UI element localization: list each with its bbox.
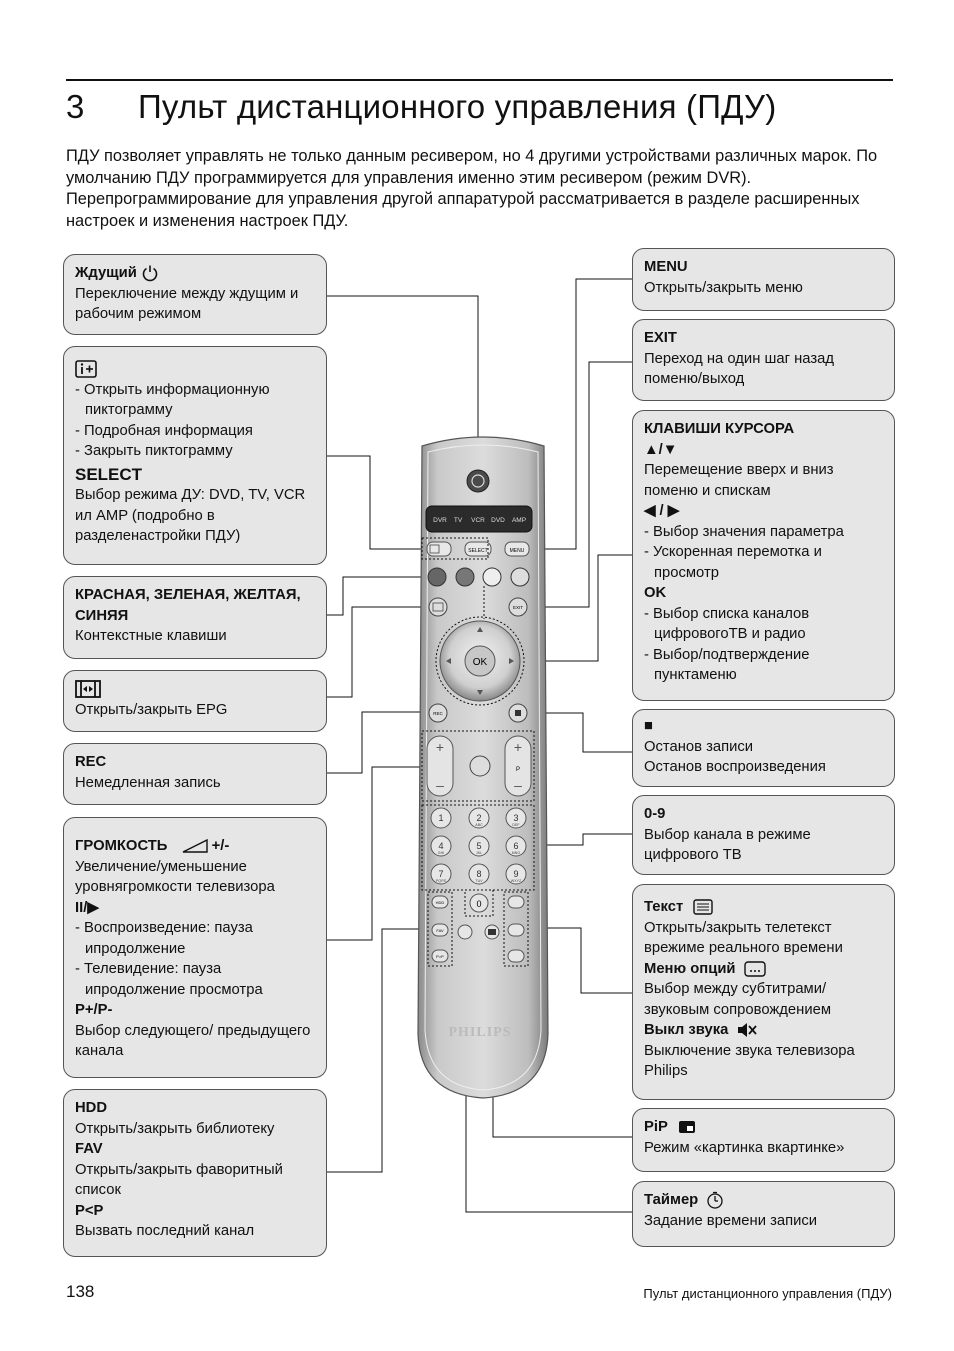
digit-1: 1	[438, 813, 444, 823]
p-text: Выбор следующего/ предыдущего канала	[75, 1022, 311, 1059]
info-item: - Подробная информация	[75, 421, 315, 442]
hdd-key-label: HDD	[435, 900, 445, 905]
ok-item: - Выбор списка каналов цифровогоТВ и радио	[644, 604, 883, 645]
standby-text: Переключение между ждущим и рабочим режимом	[75, 285, 299, 322]
select-title: SELECT	[75, 464, 143, 484]
mode-vcr: VCR	[471, 517, 485, 524]
mode-amp: AMP	[511, 517, 527, 524]
volume-suffix: +/-	[211, 838, 230, 854]
digits-box	[632, 795, 895, 875]
pip-box	[632, 1108, 895, 1172]
mute-title: Выкл звука	[644, 1022, 729, 1038]
standby-box	[63, 254, 327, 335]
digits-title: 0-9	[644, 806, 666, 822]
ok-title: OK	[644, 585, 667, 601]
timer-icon	[706, 1191, 724, 1209]
exit-title: EXIT	[644, 330, 677, 346]
hdd-text: Открыть/закрыть библиотеку	[75, 1120, 275, 1137]
mute-icon	[737, 1022, 757, 1038]
info-item: - Открыть информационную пиктограмму	[75, 380, 315, 421]
menu-text: Открыть/закрыть меню	[644, 279, 803, 296]
digit-sub-4: GHI	[437, 851, 445, 855]
digit-7: 7	[438, 869, 444, 879]
updown-arrows: ▲/▼	[644, 441, 678, 458]
p-title: P+/P-	[75, 1002, 113, 1018]
footer-text: Пульт дистанционного управления (ПДУ)	[643, 1286, 892, 1301]
rec-box	[63, 743, 327, 805]
svg-text:–: –	[436, 777, 444, 793]
select-text: Выбор режима ДУ: DVD, TV, VCR ил AMP (подробно в разделенастройки ПДУ)	[75, 487, 306, 544]
play-pause-item: - Воспроизведение: пауза ипродолжение	[75, 918, 315, 959]
brand-logo: PHILIPS	[448, 1025, 512, 1040]
standby-title: Ждущий	[75, 265, 137, 281]
pip-title: PiP	[644, 1119, 668, 1135]
leftright-list	[644, 522, 883, 584]
select-key-label: SELECT	[468, 548, 488, 554]
rec-key-label: REC	[433, 711, 443, 716]
svg-text:+: +	[435, 739, 445, 755]
info-list	[75, 380, 315, 462]
epg-box	[63, 670, 327, 732]
digit-sub-7: PQRS	[435, 879, 447, 883]
pp-text: Вызвать последний канал	[75, 1223, 255, 1239]
volume-title: ГРОМКОСТЬ	[75, 838, 168, 854]
leftright-arrows: ◀ / ▶	[644, 503, 680, 519]
svg-text:–: –	[514, 777, 522, 793]
rec-title: REC	[75, 754, 107, 770]
exit-key-label: EXIT	[512, 605, 524, 610]
remote-control	[408, 434, 558, 1100]
updown-text: Перемещение вверх и вниз поменю и спискам	[644, 462, 834, 499]
digit-9: 9	[513, 869, 519, 879]
timer-title: Таймер	[644, 1192, 699, 1208]
mode-tv: TV	[453, 517, 463, 524]
digit-8: 8	[476, 869, 482, 879]
volume-text: Увеличение/уменьшение уровнягромкости телевизора	[75, 858, 275, 895]
epg-text: Открыть/закрыть EPG	[75, 701, 228, 718]
exit-box	[632, 319, 895, 401]
fav-key-label: FAV	[436, 928, 444, 933]
digits-text: Выбор канала в режиме цифрового ТВ	[644, 826, 811, 863]
volume-icon	[182, 839, 208, 853]
info-item: - Закрыть пиктограмму	[75, 441, 315, 462]
mode-dvr: DVR	[433, 517, 447, 524]
options-text: Выбор между субтитрами/ звуковым сопровождением	[644, 981, 831, 1018]
color-keys-title: КРАСНАЯ, ЗЕЛЕНАЯ, ЖЕЛТАЯ, СИНЯЯ	[75, 587, 301, 624]
hdd-box	[63, 1089, 327, 1257]
color-keys-box	[63, 576, 327, 659]
timer-box	[632, 1181, 895, 1247]
mode-dvd: DVD	[491, 517, 505, 524]
timer-text: Задание времени записи	[644, 1212, 818, 1229]
digit-sub-8: TUV	[475, 879, 483, 883]
options-title: Меню опций	[644, 960, 736, 977]
fav-title: FAV	[75, 1141, 103, 1157]
p-key-label: P	[515, 767, 521, 773]
digit-sub-2: ABC	[475, 823, 483, 827]
play-pause-title: II/▶	[75, 899, 99, 916]
pip-text: Режим «картинка вкартинке»	[644, 1139, 845, 1156]
intro-paragraph: ПДУ позволяет управлять не только данным ресивером, но 4 другими устройствами различных марок. По умолчанию ПДУ программируется для управления именно этим ресивером (режим DVR). Перепрограммирование для управления другой аппаратурой рассматривается в разделе расширенных настроек и изменения настроек ПДУ.	[66, 147, 878, 230]
teletext-icon	[693, 899, 713, 915]
cursor-title: КЛАВИШИ КУРСОРА	[644, 421, 795, 437]
digit-2: 2	[476, 813, 482, 823]
options-icon	[744, 961, 766, 977]
play-pause-item: - Телевидение: пауза ипродолжение просмотра	[75, 959, 315, 1000]
ok-list	[644, 604, 883, 686]
stop-text: Останов воспроизведения	[644, 759, 826, 775]
leftright-item: - Ускоренная перемотка и просмотр	[644, 542, 883, 583]
digit-0: 0	[476, 899, 482, 909]
text-title: Текст	[644, 899, 684, 915]
digit-sub-3: DEF	[512, 823, 520, 827]
exit-text: Переход на один шаг назад поменю/выход	[644, 350, 834, 387]
menu-title: MENU	[644, 259, 688, 275]
stop-box	[632, 709, 895, 787]
rec-text: Немедленная запись	[75, 774, 221, 791]
digit-4: 4	[438, 841, 444, 851]
color-keys-text: Контекстные клавиши	[75, 628, 227, 644]
leftright-item: - Выбор значения параметра	[644, 522, 883, 543]
digit-sub-5: JKL	[475, 851, 483, 855]
stop-icon: ■	[644, 718, 653, 734]
text-box	[632, 884, 895, 1100]
pp-key-label: P>P	[436, 954, 444, 959]
fav-text: Открыть/закрыть фаворитный список	[75, 1161, 283, 1198]
digit-6: 6	[513, 841, 519, 851]
pip-icon	[678, 1120, 696, 1134]
info-box	[63, 346, 327, 565]
cursor-box	[632, 410, 895, 701]
hdd-title: HDD	[75, 1100, 108, 1116]
mute-text: Выключение звука телевизора Philips	[644, 1042, 855, 1079]
menu-box	[632, 248, 895, 311]
volume-box	[63, 817, 327, 1078]
digit-sub-6: MNO	[511, 851, 521, 855]
power-icon	[141, 264, 159, 282]
svg-text:+: +	[513, 739, 523, 755]
power-button-drawing	[467, 470, 489, 492]
text-text: Открыть/закрыть телетекст врежиме реального времени	[644, 919, 843, 956]
info-icon	[75, 360, 97, 378]
play-pause-list	[75, 918, 315, 1000]
pp-title: P<P	[75, 1202, 104, 1219]
epg-icon	[75, 680, 101, 698]
digit-sub-9: WXYZ	[510, 879, 522, 883]
ok-item: - Выбор/подтверждение пунктаменю	[644, 645, 883, 686]
stop-text: Останов записи	[644, 738, 754, 755]
digit-5: 5	[476, 841, 482, 851]
menu-key-label: MENU	[509, 548, 525, 554]
ok-key-label: OK	[472, 657, 488, 668]
page-title: 3 Пульт дистанционного управления (ПДУ)	[66, 88, 777, 125]
digit-3: 3	[513, 813, 519, 823]
page-number: 138	[66, 1282, 95, 1301]
